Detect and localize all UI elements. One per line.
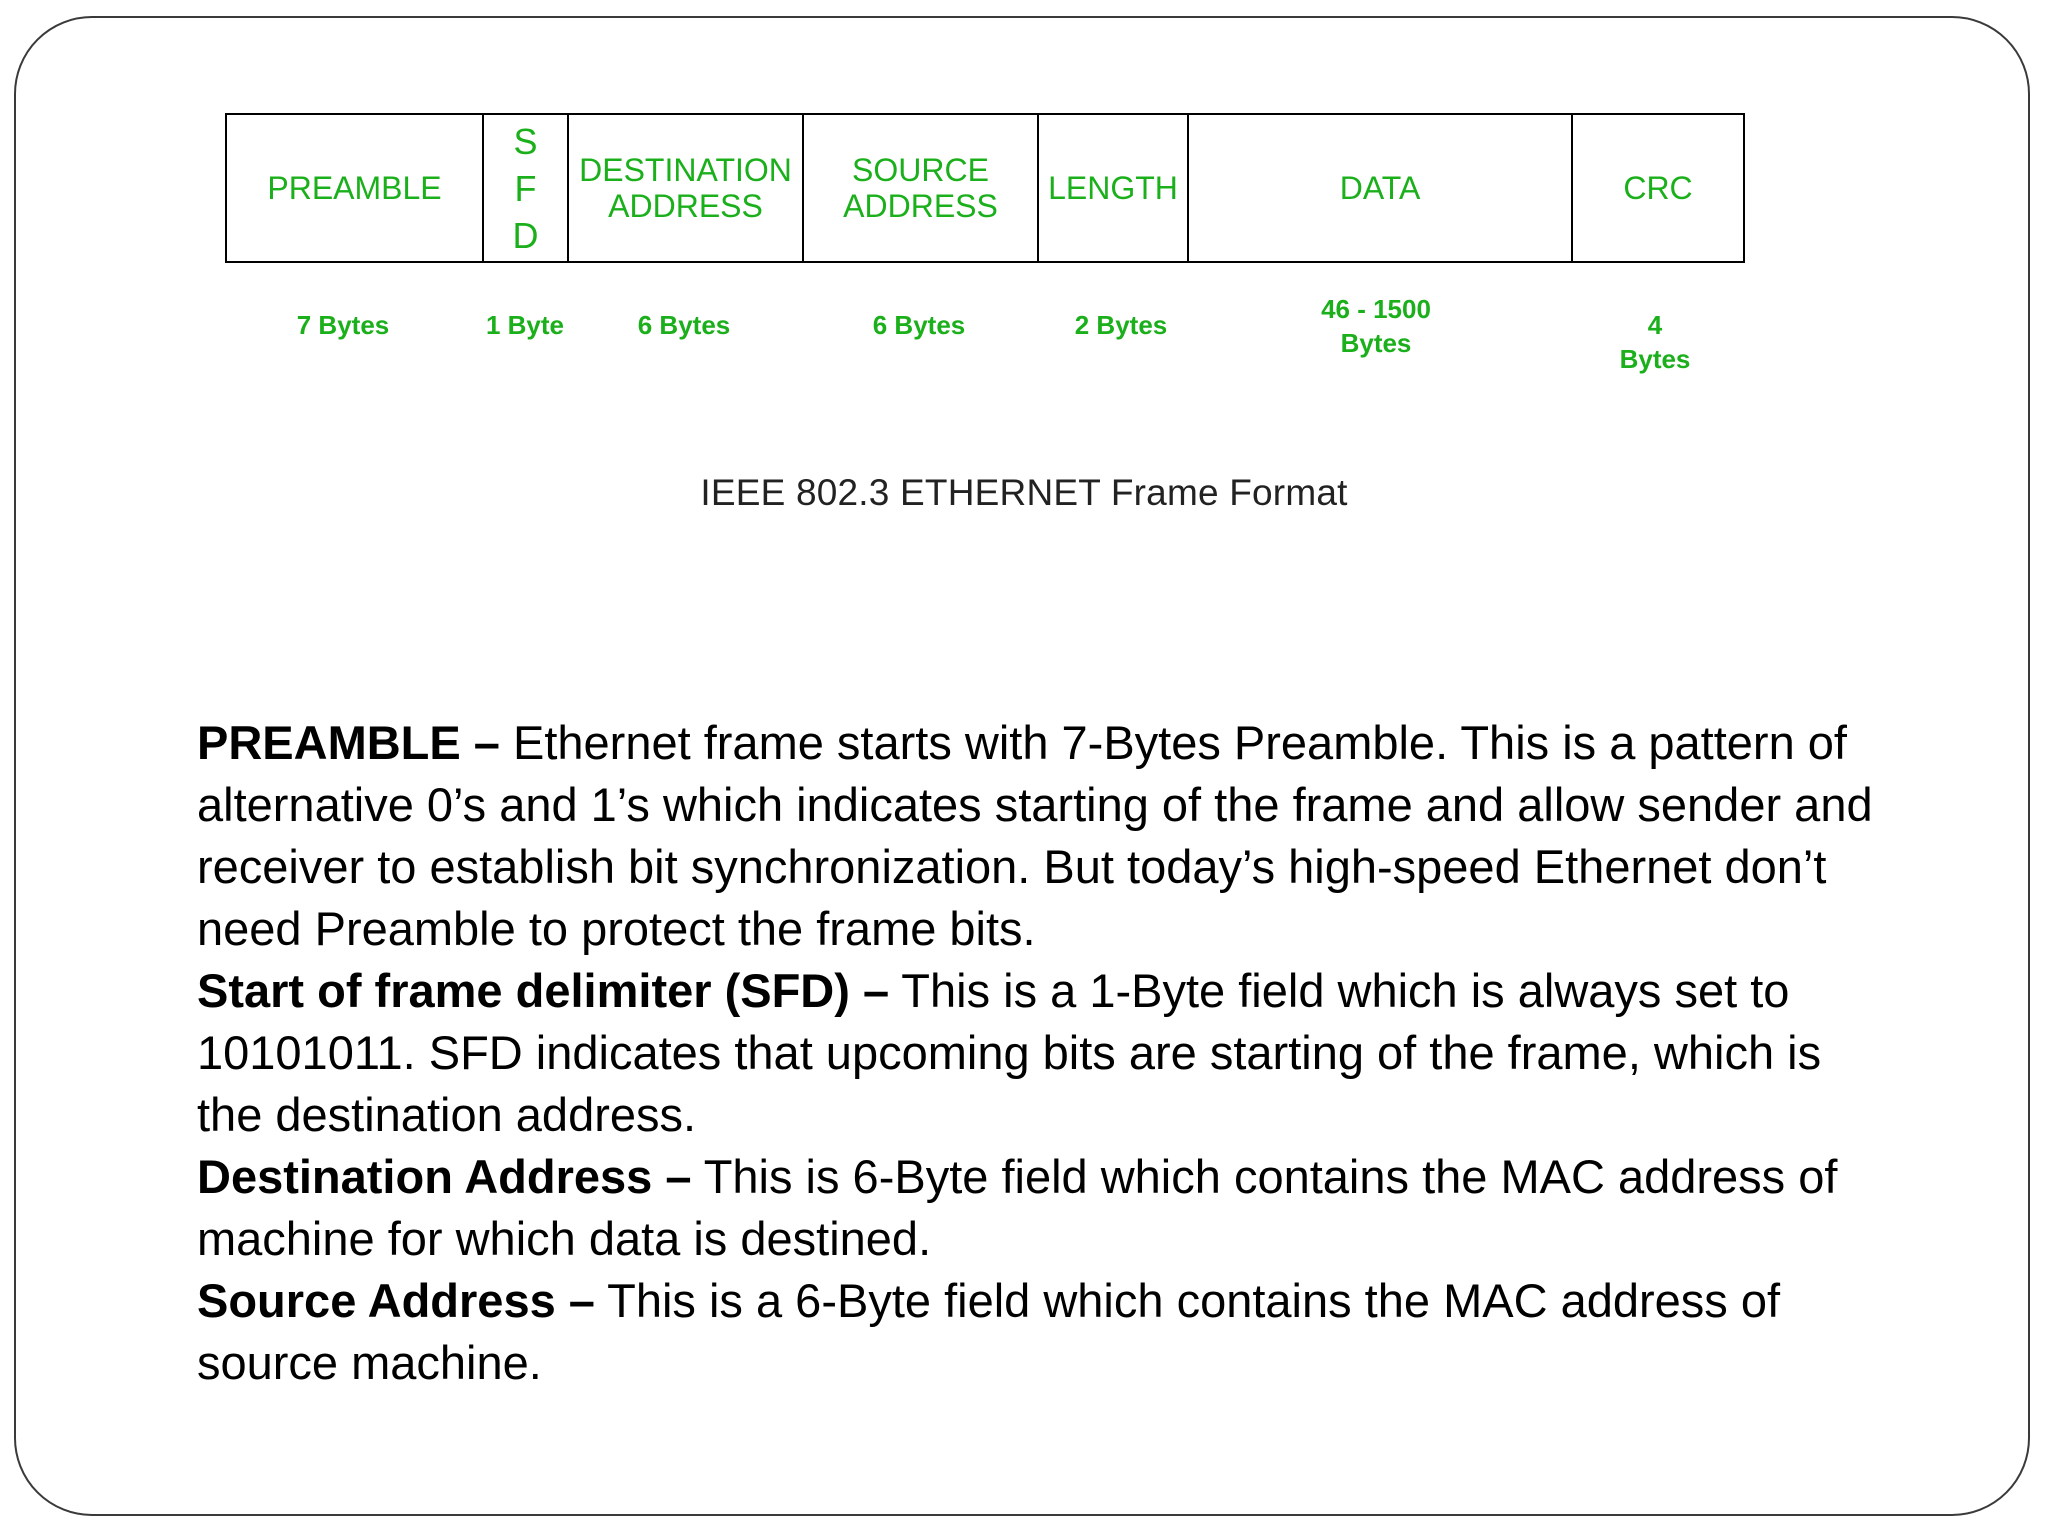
size-length: 2 Bytes [1074,310,1168,340]
term-label: Source Address – [197,1274,595,1327]
size-destination-address: 6 Bytes [637,310,731,340]
field-crc: CRC [1573,115,1745,261]
field-data: DATA [1189,115,1573,261]
term-text: This is a 6-Byte field which contains the MAC address of source machine. [197,1274,1781,1389]
term-text: Ethernet frame starts with 7-Bytes Preamble. This is a pattern of alternative 0’s and 1’s which indicates starting of the frame and allow sender and receiver to establish bit synchronization. But today’s high-speed Ethernet don’t need Preamble to protect the frame bits. [197,716,1873,955]
size-preamble: 7 Bytes [296,310,390,340]
field-sfd: S F D [484,115,569,261]
term-label: PREAMBLE – [197,716,500,769]
field-length: LENGTH [1039,115,1189,261]
ethernet-frame-diagram [225,113,1745,263]
term-text: This is 6-Byte field which contains the MAC address of machine for which data is destined. [197,1150,1838,1265]
field-source-address: SOURCE ADDRESS [804,115,1039,261]
description-text [197,712,1897,1394]
size-sfd: 1 Byte [485,310,565,340]
description-source-address [197,1270,1897,1394]
field-preamble: PREAMBLE [227,115,484,261]
size-crc: 4 Bytes [1619,310,1691,374]
field-destination-address: DESTINATION ADDRESS [569,115,804,261]
size-source-address: 6 Bytes [872,310,966,340]
description-preamble [197,712,1897,960]
term-label: Destination Address – [197,1150,692,1203]
description-destination-address [197,1146,1897,1270]
term-label: Start of frame delimiter (SFD) – [197,964,890,1017]
diagram-caption: IEEE 802.3 ETHERNET Frame Format [700,472,1348,513]
size-data: 46 - 1500 Bytes [1321,294,1431,358]
description-sfd [197,960,1897,1146]
term-text: This is a 1-Byte field which is always set to 10101011. SFD indicates that upcoming bits are starting of the frame, which is the destination address. [197,964,1822,1141]
field-sizes-row [225,292,1745,372]
